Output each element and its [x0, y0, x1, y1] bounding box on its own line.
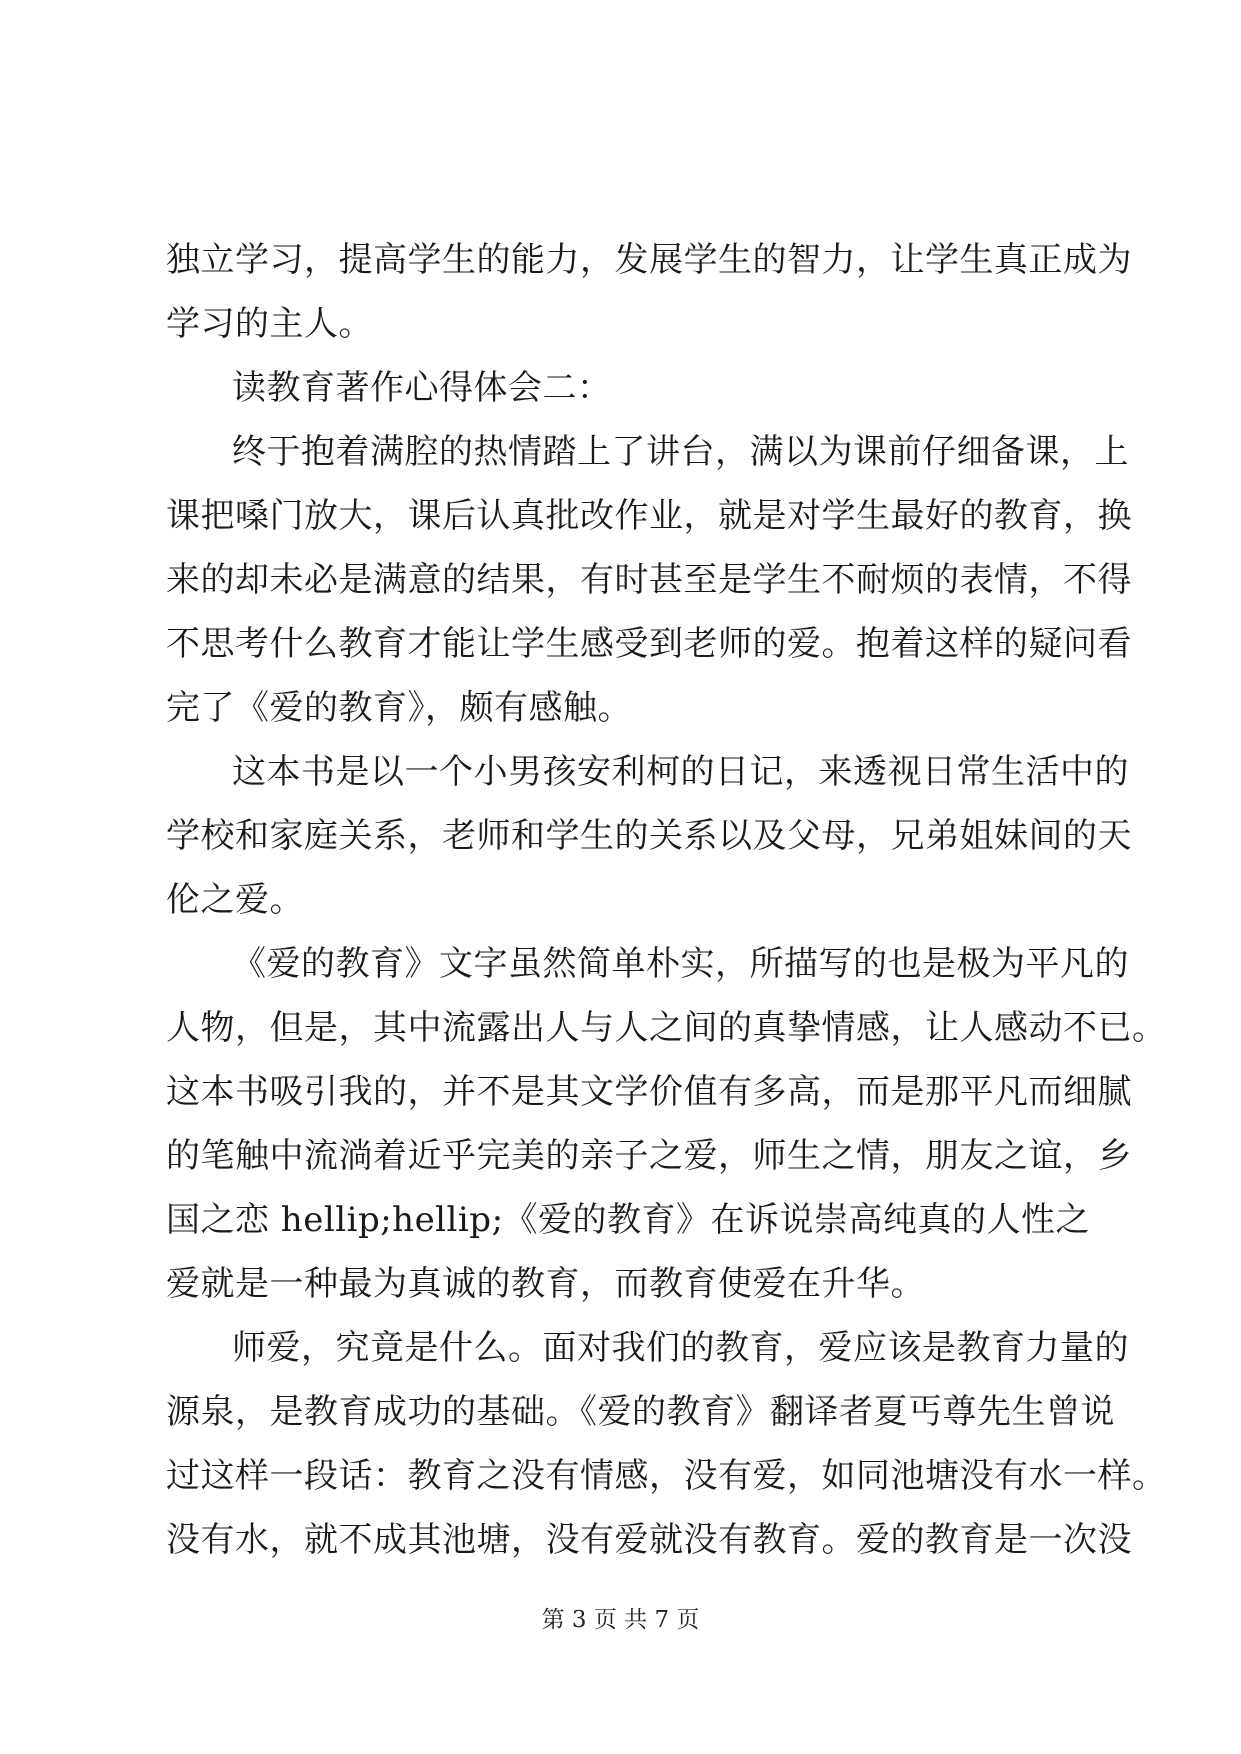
text-line: 源泉，是教育成功的基础。《爱的教育》翻译者夏丐尊先生曾说	[166, 1392, 1115, 1432]
text-line: 没有水，就不成其池塘，没有爱就没有教育。爱的教育是一次没	[166, 1520, 1132, 1560]
text-line: 独立学习，提高学生的能力，发展学生的智力，让学生真正成为	[166, 240, 1132, 280]
text-line: 终于抱着满腔的热情踏上了讲台，满以为课前仔细备课，上	[232, 432, 1129, 472]
text-line: 的笔触中流淌着近乎完美的亲子之爱，师生之情，朋友之谊，乡	[166, 1136, 1132, 1176]
body-text	[166, 228, 1167, 1572]
page-number-footer: 第 3 页 共 7 页	[541, 1607, 700, 1633]
text-line: 爱就是一种最为真诚的教育，而教育使爱在升华。	[166, 1264, 925, 1304]
text-line: 学校和家庭关系，老师和学生的关系以及父母，兄弟姐妹间的天	[166, 816, 1132, 856]
text-line: 师爱，究竟是什么。面对我们的教育，爱应该是教育力量的	[232, 1328, 1129, 1368]
text-line: 《爱的教育》文字虽然简单朴实，所描写的也是极为平凡的	[232, 944, 1129, 984]
text-line: 伦之爱。	[166, 880, 304, 920]
text-line: 这本书是以一个小男孩安利柯的日记，来透视日常生活中的	[232, 752, 1129, 792]
text-line: 学习的主人。	[166, 304, 373, 344]
section-heading: 读教育著作心得体会二：	[232, 368, 612, 408]
text-line: 不思考什么教育才能让学生感受到老师的爱。抱着这样的疑问看	[166, 624, 1132, 664]
text-line: 过这样一段话：教育之没有情感，没有爱，如同池塘没有水一样。	[166, 1456, 1167, 1496]
text-line: 国之恋 hellip;hellip;《爱的教育》在诉说崇高纯真的人性之	[166, 1200, 1091, 1240]
text-line: 这本书吸引我的，并不是其文学价值有多高，而是那平凡而细腻	[166, 1072, 1132, 1112]
text-line: 完了《爱的教育》，颇有感触。	[166, 688, 632, 728]
text-line: 来的却未必是满意的结果，有时甚至是学生不耐烦的表情，不得	[166, 560, 1132, 600]
text-line: 人物，但是，其中流露出人与人之间的真挚情感，让人感动不已。	[166, 1008, 1167, 1048]
text-line: 课把嗓门放大，课后认真批改作业，就是对学生最好的教育，换	[166, 496, 1132, 536]
